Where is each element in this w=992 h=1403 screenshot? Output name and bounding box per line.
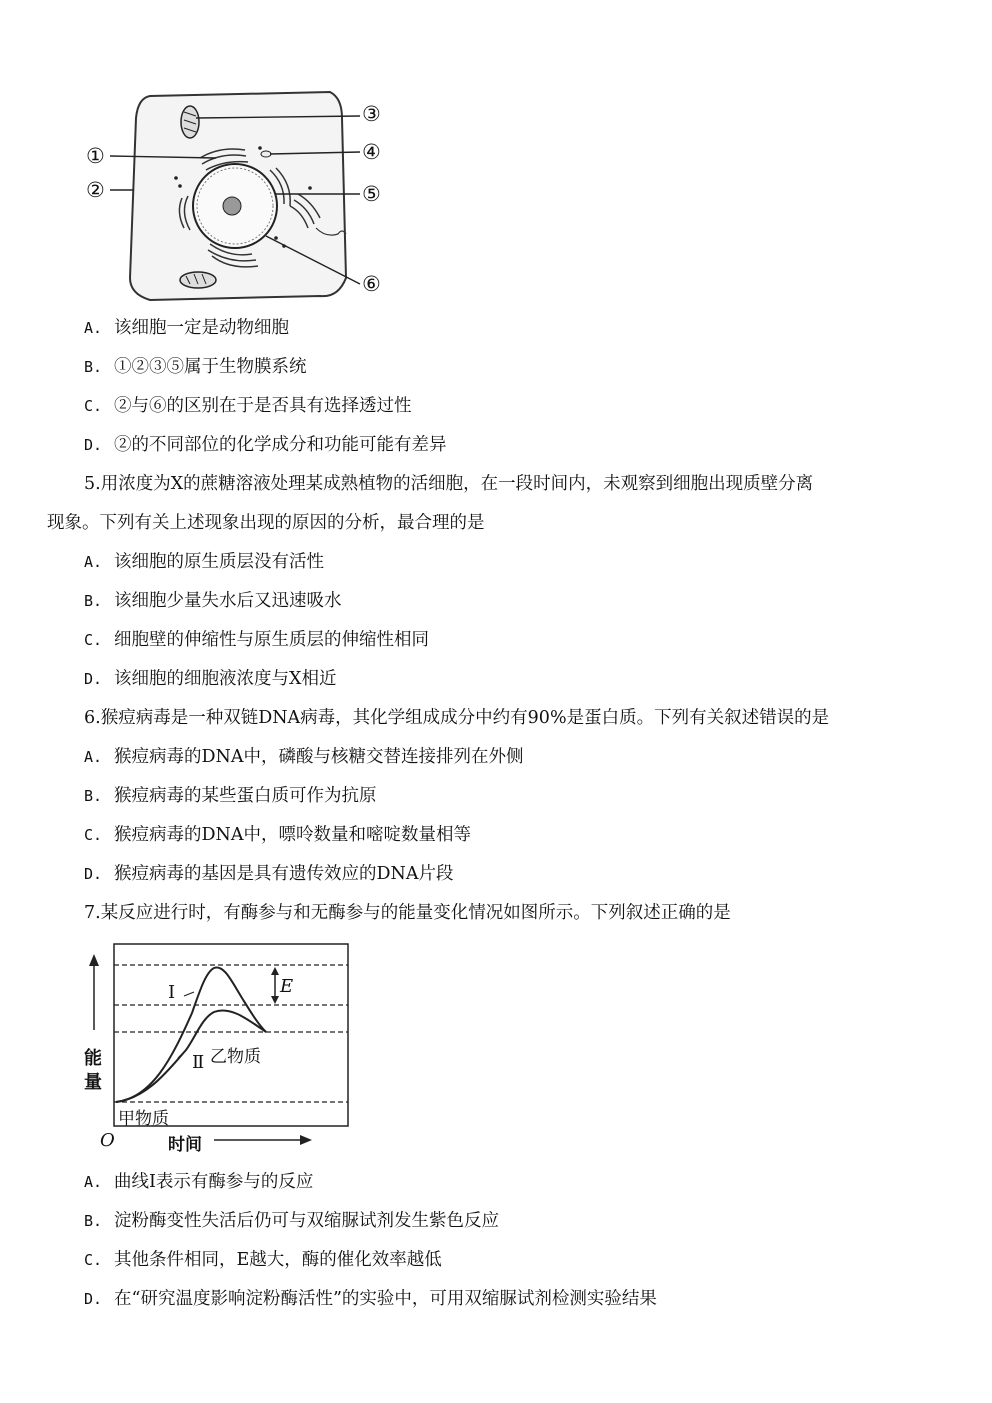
x-label: 时间	[168, 1135, 202, 1155]
q7-option-b: B. 淀粉酶变性失活后仍可与双缩脲试剂发生紫色反应	[84, 1211, 499, 1231]
q7-stem: 7.某反应进行时，有酶参与和无酶参与的能量变化情况如图所示。下列叙述正确的是	[84, 903, 731, 923]
q4-option-c: C. ②与⑥的区别在于是否具有选择透过性	[84, 396, 412, 416]
y-label-2: 量	[84, 1072, 102, 1093]
q6-stem: 6.猴痘病毒是一种双链DNA病毒，其化学组成成分中约有90%是蛋白质。下列有关叙述错误的是	[84, 708, 830, 728]
substrate-label: 甲物质	[118, 1109, 169, 1129]
product-label: 乙物质	[210, 1047, 261, 1067]
q7-option-c: C. 其他条件相同，E越大，酶的催化效率越低	[84, 1250, 442, 1270]
q7-option-a: A. 曲线I表示有酶参与的反应	[84, 1172, 314, 1192]
label-circle-2: ②	[86, 178, 105, 202]
curve-1-label: Ⅰ	[168, 982, 176, 1003]
cell-diagram-image	[80, 88, 400, 308]
q5-option-d: D. 该细胞的细胞液浓度与X相近	[84, 669, 337, 689]
label-circle-1: ①	[86, 144, 105, 168]
label-circle-6: ⑥	[362, 272, 381, 296]
label-circle-4: ④	[362, 140, 381, 164]
q4-option-d: D. ②的不同部位的化学成分和功能可能有差异	[84, 435, 447, 455]
q7-option-d: D. 在“研究温度影响淀粉酶活性”的实验中，可用双缩脲试剂检测实验结果	[84, 1289, 657, 1309]
q6-option-a: A. 猴痘病毒的DNA中，磷酸与核糖交替连接排列在外侧	[84, 747, 524, 767]
q5-option-a: A. 该细胞的原生质层没有活性	[84, 552, 324, 572]
q6-option-c: C. 猴痘病毒的DNA中，嘌呤数量和嘧啶数量相等	[84, 825, 471, 845]
q4-option-b: B. ①②③⑤属于生物膜系统	[84, 357, 307, 377]
q5-option-c: C. 细胞壁的伸缩性与原生质层的伸缩性相同	[84, 630, 429, 650]
energy-figure	[82, 938, 372, 1156]
label-circle-5: ⑤	[362, 182, 381, 206]
e-label: E	[280, 976, 294, 997]
q5-stem-line2: 现象。下列有关上述现象出现的原因的分析，最合理的是	[47, 513, 485, 533]
curve-2-label: Ⅱ	[192, 1052, 205, 1073]
q5-stem-line1: 5.用浓度为X的蔗糖溶液处理某成熟植物的活细胞，在一段时间内，未观察到细胞出现质壁分离	[84, 474, 814, 494]
q4-option-a: A. 该细胞一定是动物细胞	[84, 318, 289, 338]
label-circle-3: ③	[362, 102, 381, 126]
y-label-1: 能	[84, 1048, 102, 1069]
q6-option-b: B. 猴痘病毒的某些蛋白质可作为抗原	[84, 786, 377, 806]
origin-label: O	[100, 1130, 115, 1151]
cell-figure	[80, 88, 400, 308]
q5-option-b: B. 该细胞少量失水后又迅速吸水	[84, 591, 342, 611]
q6-option-d: D. 猴痘病毒的基因是具有遗传效应的DNA片段	[84, 864, 454, 884]
